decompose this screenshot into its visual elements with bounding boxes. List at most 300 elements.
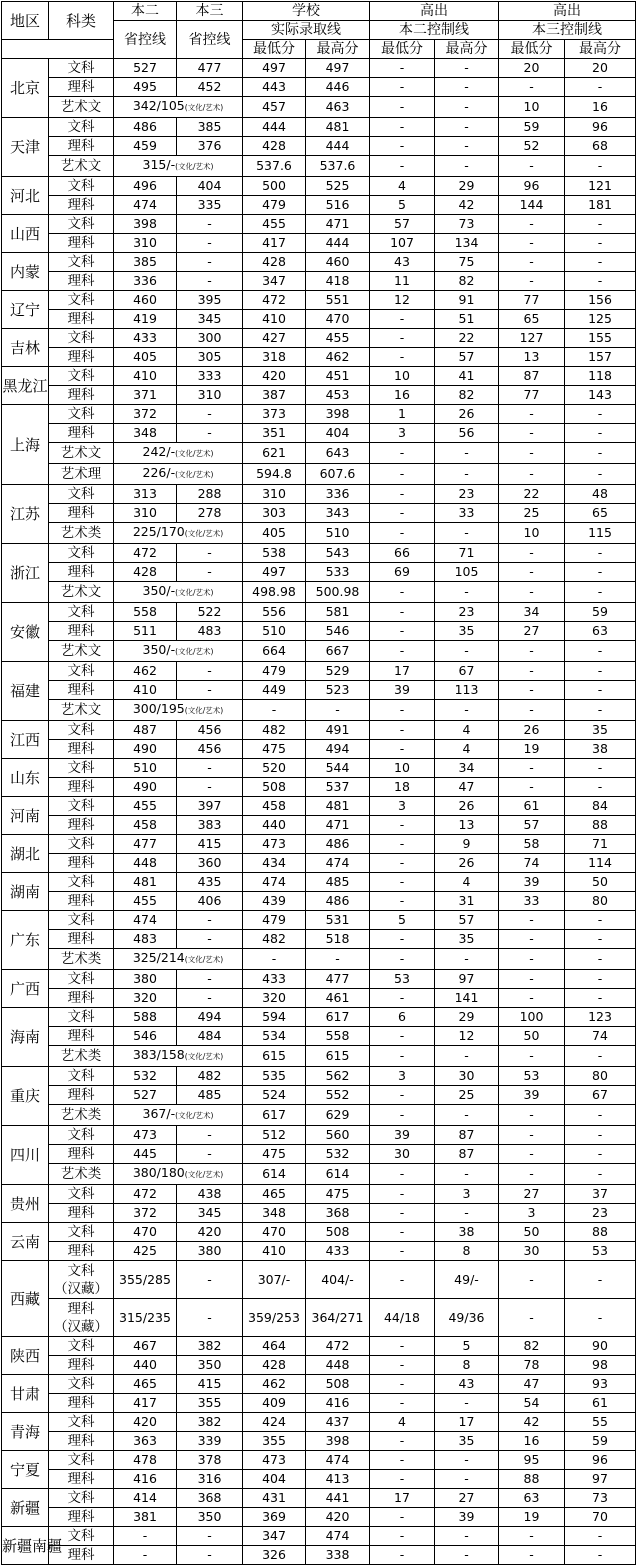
o3max-cell: 73 [565,1489,636,1508]
o2min-cell: - [370,118,435,137]
subject-label: 理科 [67,387,95,403]
smax-cell: 453 [306,386,370,405]
subject-cell [49,873,114,892]
o3min-cell: 26 [499,721,565,740]
o2min-cell: - [370,816,435,835]
o2max-cell: - [435,1046,499,1067]
smax-cell: 462 [306,348,370,367]
o2min-cell: 5 [370,196,435,215]
ben2-line-cell: 459 [114,137,177,156]
ben3-line-cell: 288 [177,485,243,504]
smin-cell: 594 [243,1008,306,1027]
ben3-line-cell: 316 [177,1470,243,1489]
o3max-cell: 68 [565,137,636,156]
table-row [2,911,636,930]
subject-cell [49,177,114,196]
o3max-cell: - [565,1527,636,1546]
o2max-cell: 91 [435,291,499,310]
o3min-cell: - [499,424,565,443]
o3min-cell: - [499,563,565,582]
subject-cell [49,740,114,759]
smin-cell: 474 [243,873,306,892]
o2min-cell: 43 [370,253,435,272]
o2max-cell: 113 [435,681,499,700]
o3min-cell: 39 [499,873,565,892]
subject-cell [49,215,114,234]
smin-cell: 462 [243,1375,306,1394]
o3min-cell: - [499,253,565,272]
smax-cell: 551 [306,291,370,310]
o3min-cell: 22 [499,485,565,504]
o2max-cell: 87 [435,1126,499,1145]
o2max-cell: 49/36 [435,1299,499,1337]
o3min-cell: 30 [499,1242,565,1261]
o3min-cell: 96 [499,177,565,196]
smin-cell: 510 [243,622,306,641]
o2max-cell: 29 [435,177,499,196]
o2min-cell: 4 [370,177,435,196]
culture-art-note: (文化/艺术) [184,529,224,538]
ben3-line-cell: - [177,681,243,700]
o3min-cell: - [499,1145,565,1164]
table-row [2,1337,636,1356]
subject-label: 理科 [67,1395,95,1411]
o2max-cell: 97 [435,970,499,989]
subject-label: 文科 [67,874,95,890]
o2max-cell: 39 [435,1508,499,1527]
o2max-cell: 43 [435,1375,499,1394]
provincial-line-value: 325/214 [132,950,185,965]
smax-cell: 413 [306,1470,370,1489]
region-cell: 广东 [2,911,49,970]
smin-cell: 424 [243,1413,306,1432]
o3max-cell: - [565,234,636,253]
subject-label: 理科 [67,1028,95,1044]
ben3-line-cell: 395 [177,291,243,310]
o3min-cell: 53 [499,1067,565,1086]
smin-cell: 373 [243,405,306,424]
ben2-line-cell: 398 [114,215,177,234]
o3max-cell: - [565,662,636,681]
ben2-line-cell: 372 [114,405,177,424]
smax-cell: 516 [306,196,370,215]
smax-cell: 581 [306,603,370,622]
smin-cell: 473 [243,1451,306,1470]
subject-label: 艺术类 [60,1166,102,1182]
subject-label: 文科 [67,368,95,384]
region-cell: 四川 [2,1126,49,1185]
ben2-line-cell: 440 [114,1356,177,1375]
o3max-cell: 59 [565,603,636,622]
subject-cell [49,97,114,118]
o2max-cell: - [435,1204,499,1223]
o3max-cell: 157 [565,348,636,367]
subject-cell [49,1375,114,1394]
o3max-cell: - [565,563,636,582]
smax-cell: 544 [306,759,370,778]
subject-label: 文科 [67,836,95,852]
smin-cell: 479 [243,911,306,930]
table-row [2,386,636,405]
table-row [2,949,636,970]
ben3-line-cell: - [177,272,243,291]
ben2-line-cell: 363 [114,1432,177,1451]
subject-label: 文科 [67,254,95,270]
ben3-line-cell: 378 [177,1451,243,1470]
ben3-line-cell: 452 [177,78,243,97]
table-row [2,137,636,156]
ben2-line-cell: 546 [114,1027,177,1046]
o3max-cell: 96 [565,1451,636,1470]
o2min-cell: 1 [370,405,435,424]
subject-cell [49,662,114,681]
o2max-cell: 57 [435,911,499,930]
o2max-cell: - [435,59,499,78]
o3min-cell: 27 [499,622,565,641]
o2max-cell: - [435,443,499,464]
provincial-line-merged [114,97,243,118]
o3max-cell: - [565,970,636,989]
ben3-line-cell: - [177,911,243,930]
header-ben3-line: 省控线 [177,21,243,59]
ben3-line-cell: 456 [177,740,243,759]
smin-cell: 410 [243,1242,306,1261]
table-row [2,854,636,873]
o2max-cell: 29 [435,1008,499,1027]
o2min-cell: - [370,1046,435,1067]
subject-label: 理科 [67,273,95,289]
o3max-cell: - [565,272,636,291]
table-row [2,367,636,386]
o3min-cell: 77 [499,291,565,310]
smax-cell: 667 [306,641,370,662]
o2min-cell: 53 [370,970,435,989]
o3max-cell: - [565,405,636,424]
ben2-line-cell: - [114,1546,177,1565]
culture-art-note: (文化/艺术) [175,1111,214,1120]
o3min-cell: 59 [499,118,565,137]
region-cell: 浙江 [2,544,49,603]
subject-label: 文科 [67,798,95,814]
subject-label: 艺术文 [60,158,102,174]
o2max-cell: 57 [435,348,499,367]
smax-cell: 446 [306,78,370,97]
o3max-cell: - [565,443,636,464]
table-row [2,504,636,523]
subject-cell [49,816,114,835]
smin-cell: 417 [243,234,306,253]
o3max-cell: 97 [565,1470,636,1489]
o2min-cell: - [370,582,435,603]
smax-cell: 629 [306,1105,370,1126]
o3max-cell: 48 [565,485,636,504]
ben3-line-cell: 382 [177,1337,243,1356]
subject-cell [49,759,114,778]
ben2-line-cell: 455 [114,892,177,911]
o2min-cell: - [370,740,435,759]
smin-cell: 348 [243,1204,306,1223]
table-row [2,1086,636,1105]
table-row [2,1394,636,1413]
table-row [2,1356,636,1375]
o2max-cell: - [435,582,499,603]
subject-cell [49,1242,114,1261]
ben2-line-cell: 416 [114,1470,177,1489]
ben3-line-cell: 477 [177,59,243,78]
smax-cell: 607.6 [306,464,370,485]
culture-art-note: (文化/艺术) [175,470,214,479]
ben3-line-cell: 305 [177,348,243,367]
table-row [2,348,636,367]
ben2-line-cell: 472 [114,1185,177,1204]
ben2-line-cell: 490 [114,740,177,759]
ben2-line-cell: 419 [114,310,177,329]
provincial-line-value: 300/195 [132,701,185,716]
o2min-cell: - [370,1451,435,1470]
header-ben2: 本二 [114,2,177,21]
subject-label: 艺术文 [60,99,102,115]
o3max-cell: 98 [565,1356,636,1375]
smin-cell: 428 [243,1356,306,1375]
o2min-cell: - [370,721,435,740]
o2min-cell: - [370,989,435,1008]
o2min-cell: - [370,1261,435,1299]
provincial-line-merged [114,464,243,485]
table-row [2,177,636,196]
smax-cell: 444 [306,234,370,253]
smax-cell: 525 [306,177,370,196]
ben2-line-cell: 455 [114,797,177,816]
smin-cell: 351 [243,424,306,443]
ben2-line-cell: 462 [114,662,177,681]
o3min-cell: - [499,272,565,291]
o3max-cell: 65 [565,504,636,523]
header-school-min: 最低分 [243,40,306,59]
ben2-line-cell: 310 [114,504,177,523]
smin-cell: - [243,700,306,721]
ben3-line-cell: 485 [177,1086,243,1105]
subject-cell [49,1008,114,1027]
o2min-cell: - [370,1086,435,1105]
smin-cell: 428 [243,137,306,156]
provincial-line-merged [114,1046,243,1067]
smin-cell: 537.6 [243,156,306,177]
o2max-cell: 49/- [435,1261,499,1299]
o3max-cell: - [565,1546,636,1565]
smax-cell: 486 [306,892,370,911]
ben2-line-cell: 414 [114,1489,177,1508]
subject-cell [49,1223,114,1242]
region-cell: 江苏 [2,485,49,544]
subject-cell [49,1356,114,1375]
o2max-cell: 9 [435,835,499,854]
ben2-line-cell: 405 [114,348,177,367]
ben3-line-cell: 300 [177,329,243,348]
table-row [2,740,636,759]
table-row [2,1145,636,1164]
subject-cell [49,1105,114,1126]
o2min-cell: - [370,1204,435,1223]
o3max-cell: 88 [565,816,636,835]
region-cell: 贵州 [2,1185,49,1223]
ben3-line-cell: 420 [177,1223,243,1242]
provincial-line-merged [114,156,243,177]
o3max-cell: 123 [565,1008,636,1027]
smax-cell: 474 [306,854,370,873]
header-ben3: 本三 [177,2,243,21]
smin-cell: 307/- [243,1261,306,1299]
o3min-cell: 58 [499,835,565,854]
smax-cell: - [306,700,370,721]
subject-label: 文科 [67,406,95,422]
table-row [2,485,636,504]
table-row [2,1432,636,1451]
o2max-cell: - [435,464,499,485]
subject-label: 理科 [67,817,95,833]
subject-cell [49,930,114,949]
o2max-cell: - [435,78,499,97]
o2min-cell: - [370,1242,435,1261]
o2min-cell: - [370,930,435,949]
table-row [2,1470,636,1489]
smin-cell: 433 [243,970,306,989]
o3min-cell: 3 [499,1204,565,1223]
o3max-cell: 156 [565,291,636,310]
provincial-line-value: 342/105 [132,98,185,113]
subject-cell [49,1261,114,1299]
culture-art-note: (文化/艺术) [175,588,214,597]
subject-cell [49,970,114,989]
smin-cell: 410 [243,310,306,329]
subject-cell [49,1164,114,1185]
subject-cell [49,234,114,253]
o3min-cell: 27 [499,1185,565,1204]
o2max-cell: 12 [435,1027,499,1046]
subject-label: 文科 [67,178,95,194]
subject-cell [49,1086,114,1105]
o2min-cell: - [370,504,435,523]
subject-cell [49,272,114,291]
subject-cell [49,603,114,622]
subject-cell [49,485,114,504]
o3max-cell: 53 [565,1242,636,1261]
o3min-cell: - [499,1546,565,1565]
smin-cell: 310 [243,485,306,504]
o3min-cell: - [499,759,565,778]
o3min-cell: 34 [499,603,565,622]
subject-label: 文科 [67,1186,95,1202]
o2max-cell: 3 [435,1185,499,1204]
smax-cell: 455 [306,329,370,348]
subject-label: 文科 [67,1262,95,1279]
o3min-cell: 82 [499,1337,565,1356]
ben2-line-cell: 380 [114,970,177,989]
ben3-line-cell: 397 [177,797,243,816]
o2min-cell: 18 [370,778,435,797]
provincial-line-merged [114,949,243,970]
o3min-cell: - [499,234,565,253]
table-row [2,662,636,681]
o2min-cell: 5 [370,911,435,930]
o3min-cell: - [499,1164,565,1185]
ben2-line-cell: 336 [114,272,177,291]
o3min-cell: - [499,1299,565,1337]
o2min-cell: - [370,485,435,504]
smax-cell: 343 [306,504,370,523]
ben2-line-cell: 425 [114,1242,177,1261]
smin-cell: 482 [243,721,306,740]
o2max-cell: 27 [435,1489,499,1508]
o2min-cell: - [370,1223,435,1242]
region-cell: 海南 [2,1008,49,1067]
ben3-line-cell: 484 [177,1027,243,1046]
ben2-line-cell: 355/285 [114,1261,177,1299]
o3min-cell: 95 [499,1451,565,1470]
o3min-cell: 47 [499,1375,565,1394]
subject-cell [49,137,114,156]
region-cell: 江西 [2,721,49,759]
smax-cell: 532 [306,1145,370,1164]
ben2-line-cell: 490 [114,778,177,797]
o3max-cell: - [565,1126,636,1145]
o2min-cell: - [370,1105,435,1126]
ben2-line-cell: 470 [114,1223,177,1242]
o2max-cell: 73 [435,215,499,234]
smax-cell: 558 [306,1027,370,1046]
ben3-line-cell: 278 [177,504,243,523]
o2max-cell: 23 [435,485,499,504]
ben3-line-cell: 404 [177,177,243,196]
o3min-cell: - [499,778,565,797]
o2min-cell: - [370,854,435,873]
ben2-line-cell: 527 [114,59,177,78]
culture-art-note: (文化/艺术) [175,162,214,171]
provincial-line-value: 226/- [142,465,176,480]
o3max-cell: - [565,1164,636,1185]
culture-art-note: (文化/艺术) [184,955,224,964]
o3max-cell: 93 [565,1375,636,1394]
o3max-cell: 121 [565,177,636,196]
o2max-cell: 47 [435,778,499,797]
smin-cell: 320 [243,989,306,1008]
ben3-line-cell: - [177,424,243,443]
subject-cell [49,989,114,1008]
subject-label: 文科 [67,971,95,987]
region-cell: 宁夏 [2,1451,49,1489]
subject-cell [49,1067,114,1086]
subject-cell [49,253,114,272]
subject-label: 文科 [67,1452,95,1468]
table-row [2,721,636,740]
header-ben3-min: 最低分 [499,40,565,59]
o3max-cell: 88 [565,1223,636,1242]
smax-cell: 338 [306,1546,370,1565]
smin-cell: 482 [243,930,306,949]
table-row [2,310,636,329]
o2min-cell: - [370,1508,435,1527]
o3max-cell: 37 [565,1185,636,1204]
ben3-line-cell: 339 [177,1432,243,1451]
smin-cell: 617 [243,1105,306,1126]
subject-label: 理科 [67,855,95,871]
o2max-cell: 8 [435,1242,499,1261]
subject-cell [49,622,114,641]
ben3-line-cell: 368 [177,1489,243,1508]
ben2-line-cell: 410 [114,367,177,386]
smax-cell: 418 [306,272,370,291]
smax-cell: 537.6 [306,156,370,177]
o2min-cell: 57 [370,215,435,234]
